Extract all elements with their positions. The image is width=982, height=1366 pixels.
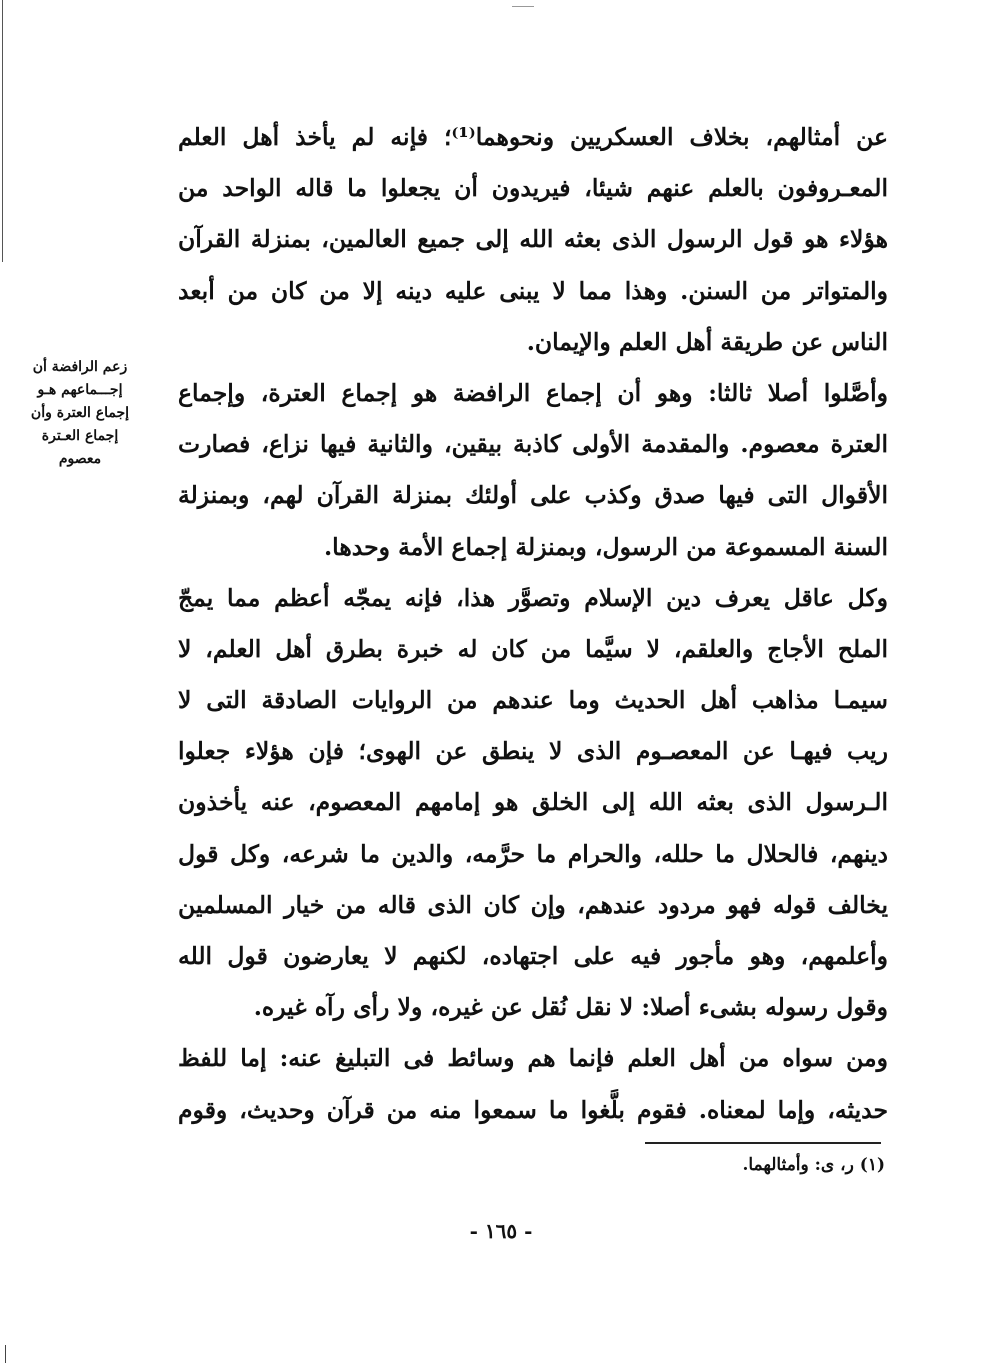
text-line: الملح الأجاج والعلقم، لا سيَّما من كان له خبرة بطرق أهل العلم، لا [178, 634, 888, 663]
text-line: عن أمثالهم، بخلاف العسكريين ونحوهما⁽¹⁾؛ فإنه لم يأخذ أهل العلم [178, 123, 888, 151]
text-line: وأصَّلوا أصلا ثالثا: وهو أن إجماع الرافضة هو إجماع العترة، وإجماع [178, 378, 888, 407]
footnote-divider [645, 1142, 881, 1144]
text-line: الـرسول الذى بعثه الله إلى الخلق هو إمامهم المعصوم، عنه يأخذون [178, 788, 888, 817]
margin-note-line: زعم الرافضة أن [32, 359, 128, 375]
footnote: (١) ر، ى: وأمثالهما. [742, 1155, 885, 1175]
text-line: وكل عاقل يعرف دين الإسلام وتصوَّر هذا، فإنه يمجّه أعظم مما يمجّ [178, 583, 888, 612]
text-line: يخالف قوله فهو مردود عندهم، وإن كان الذى قاله من خيار المسلمين [178, 890, 888, 919]
text-line: حديثه، وإما لمعناه. فقوم بلَّغوا ما سمعوا منه من قرآن وحديث، وقوم [178, 1095, 888, 1124]
text-line: وأعلمهم، وهو مأجور فيه على اجتهاده، لكنهم لا يعارضون قول الله [178, 942, 888, 970]
text-line: العترة معصوم. والمقدمة الأولى كاذبة بيقين، والثانية فيها نزاع، فصارت [178, 430, 888, 459]
text-line: ريب فيهـا عن المعصـوم الذى لا ينطق عن الهوى؛ فإن هؤلاء جعلوا [178, 737, 888, 766]
page-number: - ١٦٥ - [469, 1219, 533, 1243]
main-text-block [178, 112, 888, 1136]
text-line: دينهم، فالحلال ما حلله، والحرام ما حرَّمه، والدين ما شرعه، وكل قول [178, 839, 888, 868]
text-line: وقول رسوله بشىء أصلا: لا نقل نُقل عن غيره، ولا رأى رآه غيره. [253, 993, 888, 1022]
margin-note-line: إجماع العترة وأن [30, 405, 130, 421]
text-line: هؤلاء هو قول الرسول الذى بعثه الله إلى جميع العالمين، بمنزلة القرآن [178, 225, 888, 254]
top-scan-mark [512, 6, 534, 7]
margin-note-line: معصوم [58, 451, 102, 467]
margin-note-line: إجـــماعهم هـو [37, 382, 123, 398]
text-line: ومن سواه من أهل العلم فإنما هم وسائط فى التبليغ عنه: إما للفظ [178, 1044, 888, 1073]
text-line: الناس عن طريقة أهل العلم والإيمان. [526, 327, 888, 356]
margin-note [14, 356, 146, 471]
margin-note-line: إجماع العـترة [41, 428, 119, 444]
text-line: والمتواتر من السنن. وهذا مما لا يبنى عليه دينه إلا من كان من أبعد [178, 276, 888, 305]
text-line: المعـروفون بالعلم عنهم شيئا، فيريدون أن يجعلوا ما قاله الواحد من [178, 174, 888, 203]
text-line: الأقوال التى فيها صدق وكذب على أولئك بمنزلة القرآن لهم، وبمنزلة [178, 481, 888, 510]
text-line: سيمـا مذاهب أهل الحديث وما عندهم من الروايات الصادقة التى لا [178, 686, 888, 715]
page-edge-mark [5, 1345, 6, 1363]
page-edge-line [2, 0, 3, 262]
text-line: السنة المسموعة من الرسول، وبمنزلة إجماع الأمة وحدها. [324, 532, 888, 561]
